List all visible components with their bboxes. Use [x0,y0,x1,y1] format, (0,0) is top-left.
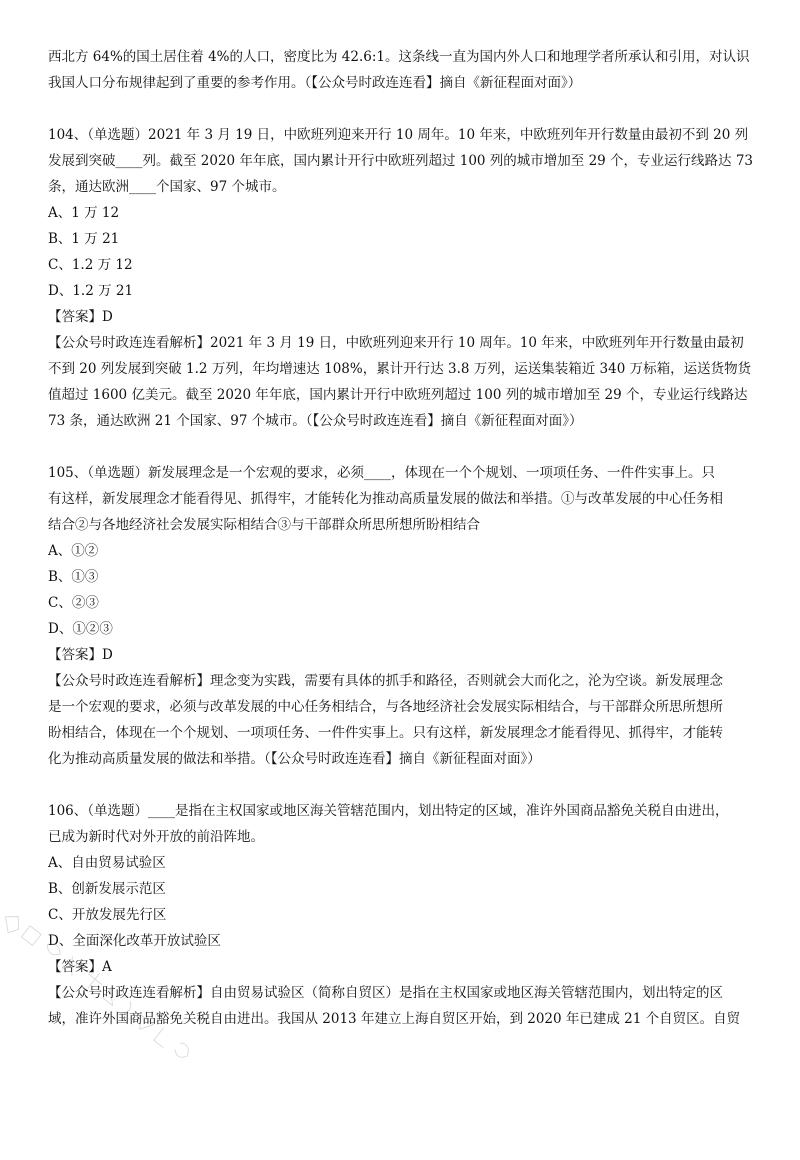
question-105 [48,460,763,772]
question-stem-line: 结合②与各地经济社会发展实际相结合③与干部群众所思所想所盼相结合 [48,517,480,533]
option-a: A、自由贸易试验区 [48,855,166,871]
analysis-line: 【公众号时政连连看解析】2021 年 3 月 19 日，中欧班列迎来开行 10 周年。10 年来，中欧班列年开行数量由最初 [48,335,744,351]
option-d: D、1.2 万 21 [48,283,134,299]
text-line: 我国人口分布规律起到了重要的参考作用。（【公众号时政连连看】摘自《新征程面对面》） [48,75,582,91]
option-b: B、①③ [48,569,99,585]
option-d: D、全面深化改革开放试验区 [48,933,221,949]
option-d: D、①②③ [48,621,113,637]
question-stem-line: 发展到突破____列。截至 2020 年年底，国内累计开行中欧班列超过 100 列的城市增加至 29 个，专业运行线路达 73 [48,153,754,169]
analysis-line: 值超过 1600 亿美元。截至 2020 年年底，国内累计开行中欧班列超过 100 列的城市增加至 29 个，专业运行线路达 [48,387,748,403]
question-104 [48,122,763,434]
analysis-line: 域，准许外国商品豁免关税自由进出。我国从 2013 年建立上海自贸区开始，到 2020 年已建成 21 个自贸区。自贸 [48,1011,741,1027]
option-a: A、1 万 12 [48,205,120,221]
text-line: 西北方 64%的国土居住着 4%的人口，密度比为 42.6:1。这条线一直为国内外人口和地理学者所承认和引用，对认识 [48,49,750,65]
document-page [48,44,763,1058]
question-stem-line: 105、（单选题）新发展理念是一个宏观的要求，必须____，体现在一个个规划、一项项任务、一件件实事上。只 [48,465,716,481]
question-stem-line: 条，通达欧洲____个国家、97 个城市。 [48,179,286,195]
question-stem-line: 已成为新时代对外开放的前沿阵地。 [48,829,264,845]
analysis-line: 【公众号时政连连看解析】理念变为实践，需要有具体的抓手和路径，否则就会大而化之，沦为空谈。新发展理念 [48,673,723,689]
option-c: C、②③ [48,595,99,611]
question-106 [48,798,763,1032]
analysis-line: 是一个宏观的要求，必须与改革发展的中心任务相结合，与各地经济社会发展实际相结合，与干部群众所思所想所 [48,699,723,715]
question-stem-line: 有这样，新发展理念才能看得见、抓得牢，才能转化为推动高质量发展的做法和举措。①与改革发展的中心任务相 [48,491,723,507]
option-c: C、开放发展先行区 [48,907,167,923]
option-b: B、1 万 21 [48,231,120,247]
analysis-line: 73 条，通达欧洲 21 个国家、97 个城市。（【公众号时政连连看】摘自《新征程面对面》） [48,413,583,429]
answer-line: 【答案】D [48,309,113,325]
answer-line: 【答案】A [48,959,112,975]
intro-paragraph [48,44,763,96]
question-stem-line: 104、（单选题）2021 年 3 月 19 日，中欧班列迎来开行 10 周年。10 年来，中欧班列年开行数量由最初不到 20 列 [48,127,749,143]
question-stem-line: 106、（单选题）____是指在主权国家或地区海关管辖范围内，划出特定的区域，准许外国商品豁免关税自由进出， [48,803,729,819]
option-c: C、1.2 万 12 [48,257,133,273]
analysis-line: 不到 20 列发展到突破 1.2 万列，年均增速达 108%，累计开行达 3.8 万列，运送集装箱近 340 万标箱，运送货物货 [48,361,752,377]
analysis-line: 【公众号时政连连看解析】自由贸易试验区（简称自贸区）是指在主权国家或地区海关管辖范围内，划出特定的区 [48,985,723,1001]
option-b: B、创新发展示范区 [48,881,166,897]
analysis-line: 盼相结合，体现在一个个规划、一项项任务、一件件实事上。只有这样，新发展理念才能看得见、抓得牢，才能转 [48,725,723,741]
analysis-line: 化为推动高质量发展的做法和举措。（【公众号时政连连看】摘自《新征程面对面》） [48,751,541,767]
option-a: A、①② [48,543,99,559]
answer-line: 【答案】D [48,647,113,663]
